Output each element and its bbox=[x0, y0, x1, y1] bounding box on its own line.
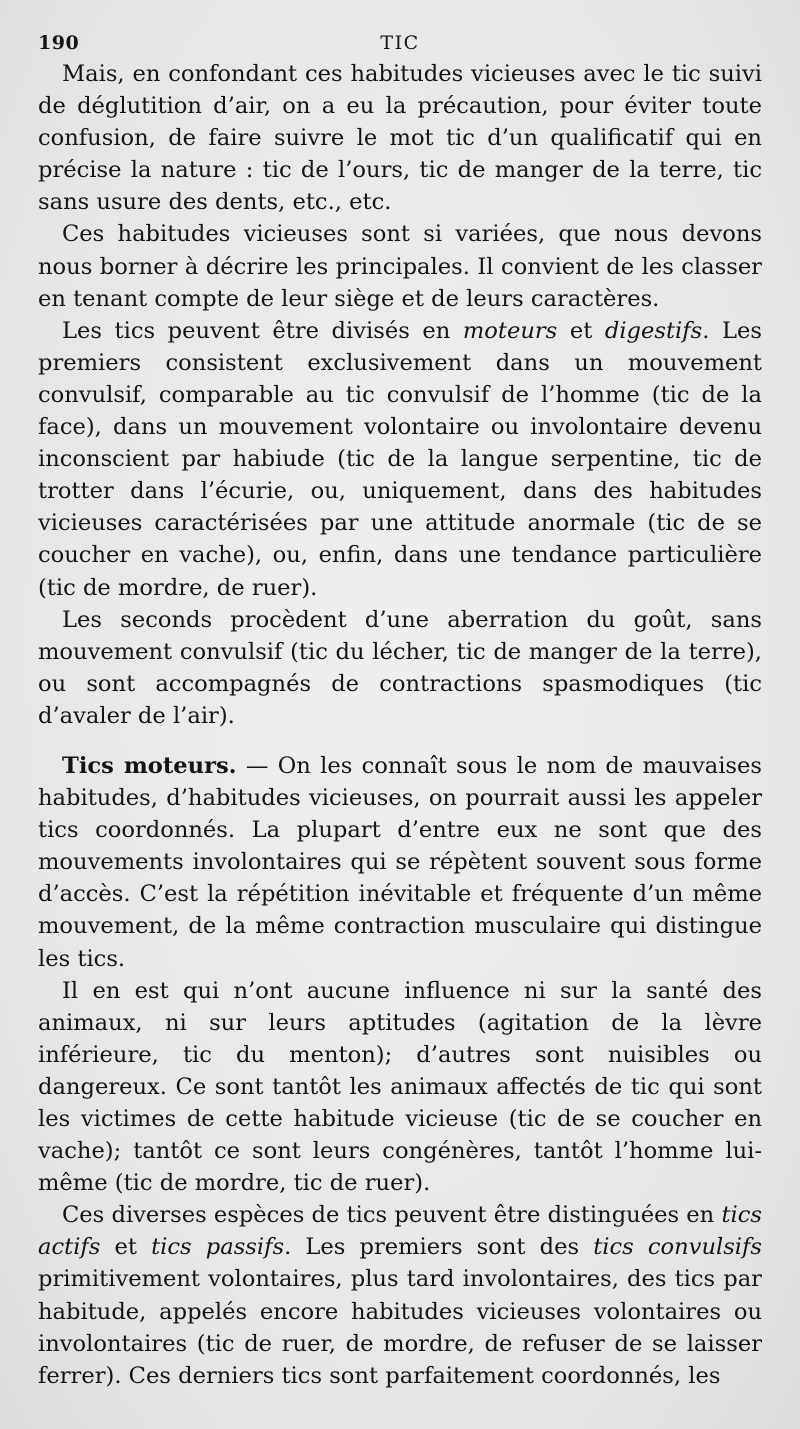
paragraph-6: Il en est qui n’ont aucune influence ni sur la santé des animaux, ni sur leurs aptitudes (agitation de la lèvre inférieure, tic du menton); d’autres sont nuisibles ou dangereux. Ce sont tantôt les animaux affectés de tic qui sont les victimes de cette habitude vicieuse (tic de se coucher en vache); tantôt ce sont leurs congénères, tantôt l’homme lui-même (tic de mordre, tic de ruer). bbox=[38, 977, 762, 1197]
body-text bbox=[38, 58, 762, 1392]
term-tics-passifs: tics passifs bbox=[151, 1234, 285, 1261]
paragraph-3-text-a: Les tics peuvent être divisés en bbox=[62, 317, 463, 344]
term-moteurs: moteurs bbox=[462, 317, 558, 344]
paragraph-5 bbox=[38, 750, 762, 975]
paragraph-7-text-a: Ces diverses espèces de tics peuvent être distinguées en bbox=[62, 1202, 722, 1229]
paragraph-2: Ces habitudes vicieuses sont si variées, que nous devons nous borner à décrire les principales. Il convient de les classer en tenant compte de leur siège et de leurs caractères. bbox=[38, 221, 762, 312]
term-tics-actifs: tics actifs bbox=[38, 1202, 762, 1261]
term-tics-convulsifs: tics convulsifs bbox=[593, 1234, 762, 1261]
paragraph-7-text-c: . Les premiers sont des bbox=[284, 1234, 594, 1261]
page-header bbox=[38, 30, 762, 58]
paragraph-7 bbox=[38, 1199, 762, 1392]
page-number: 190 bbox=[38, 32, 80, 54]
running-title: TIC bbox=[380, 32, 420, 54]
paragraph-1: Mais, en confondant ces habitudes vicieuses avec le tic suivi de déglutition d’air, on a eu la précaution, pour éviter toute confusion, de faire suivre le mot tic d’un qualificatif qui en précise la nature : tic de l’ours, tic de manger de la terre, tic sans usure des dents, etc., etc. bbox=[38, 61, 762, 216]
paragraph-3-text-b: et bbox=[557, 317, 605, 344]
paragraph-3-text-c: . Les premiers consistent exclusivement dans un mouvement convulsif, comparable au tic convulsif de l’homme (tic de la face), dans un mouvement volontaire ou involontaire devenu inconscient par habiude (tic de la langue serpentine, tic de trotter dans l’écurie, ou, uniquement, dans des habitudes vicieuses caractérisées par une attitude anormale (tic de se coucher en vache), ou, enfin, dans une tendance particulière (tic de mordre, de ruer). bbox=[38, 317, 762, 601]
term-digestifs: digestifs bbox=[604, 317, 703, 344]
paragraph-7-text-d: primitivement volontaires, plus tard involontaires, des tics par habitude, appelés encore habitudes vicieuses volontaires ou involontaires (tic de ruer, de mordre, de refuser de se laisser ferrer). Ces derniers tics sont parfaitement coordonnés, les bbox=[38, 1266, 762, 1389]
paragraph-3 bbox=[38, 315, 762, 604]
paragraph-7-text-b: et bbox=[100, 1234, 152, 1261]
paragraph-5-text: — On les connaît sous le nom de mauvaises habitudes, d’habitudes vicieuses, on pourrait aussi les appeler tics coordonnés. La plupart d’entre eux ne sont que des mouvements involontaires qui se répètent souvent sous forme d’accès. C’est la répétition inévitable et fréquente d’un même mouvement, de la même contraction musculaire qui distingue les tics. bbox=[38, 752, 762, 972]
section-heading: Tics moteurs. bbox=[62, 752, 237, 779]
paragraph-4: Les seconds procèdent d’une aberration du goût, sans mouvement convulsif (tic du lécher, tic de manger de la terre), ou sont accompagnés de contractions spasmodiques (tic d’avaler de l’air). bbox=[38, 606, 762, 729]
